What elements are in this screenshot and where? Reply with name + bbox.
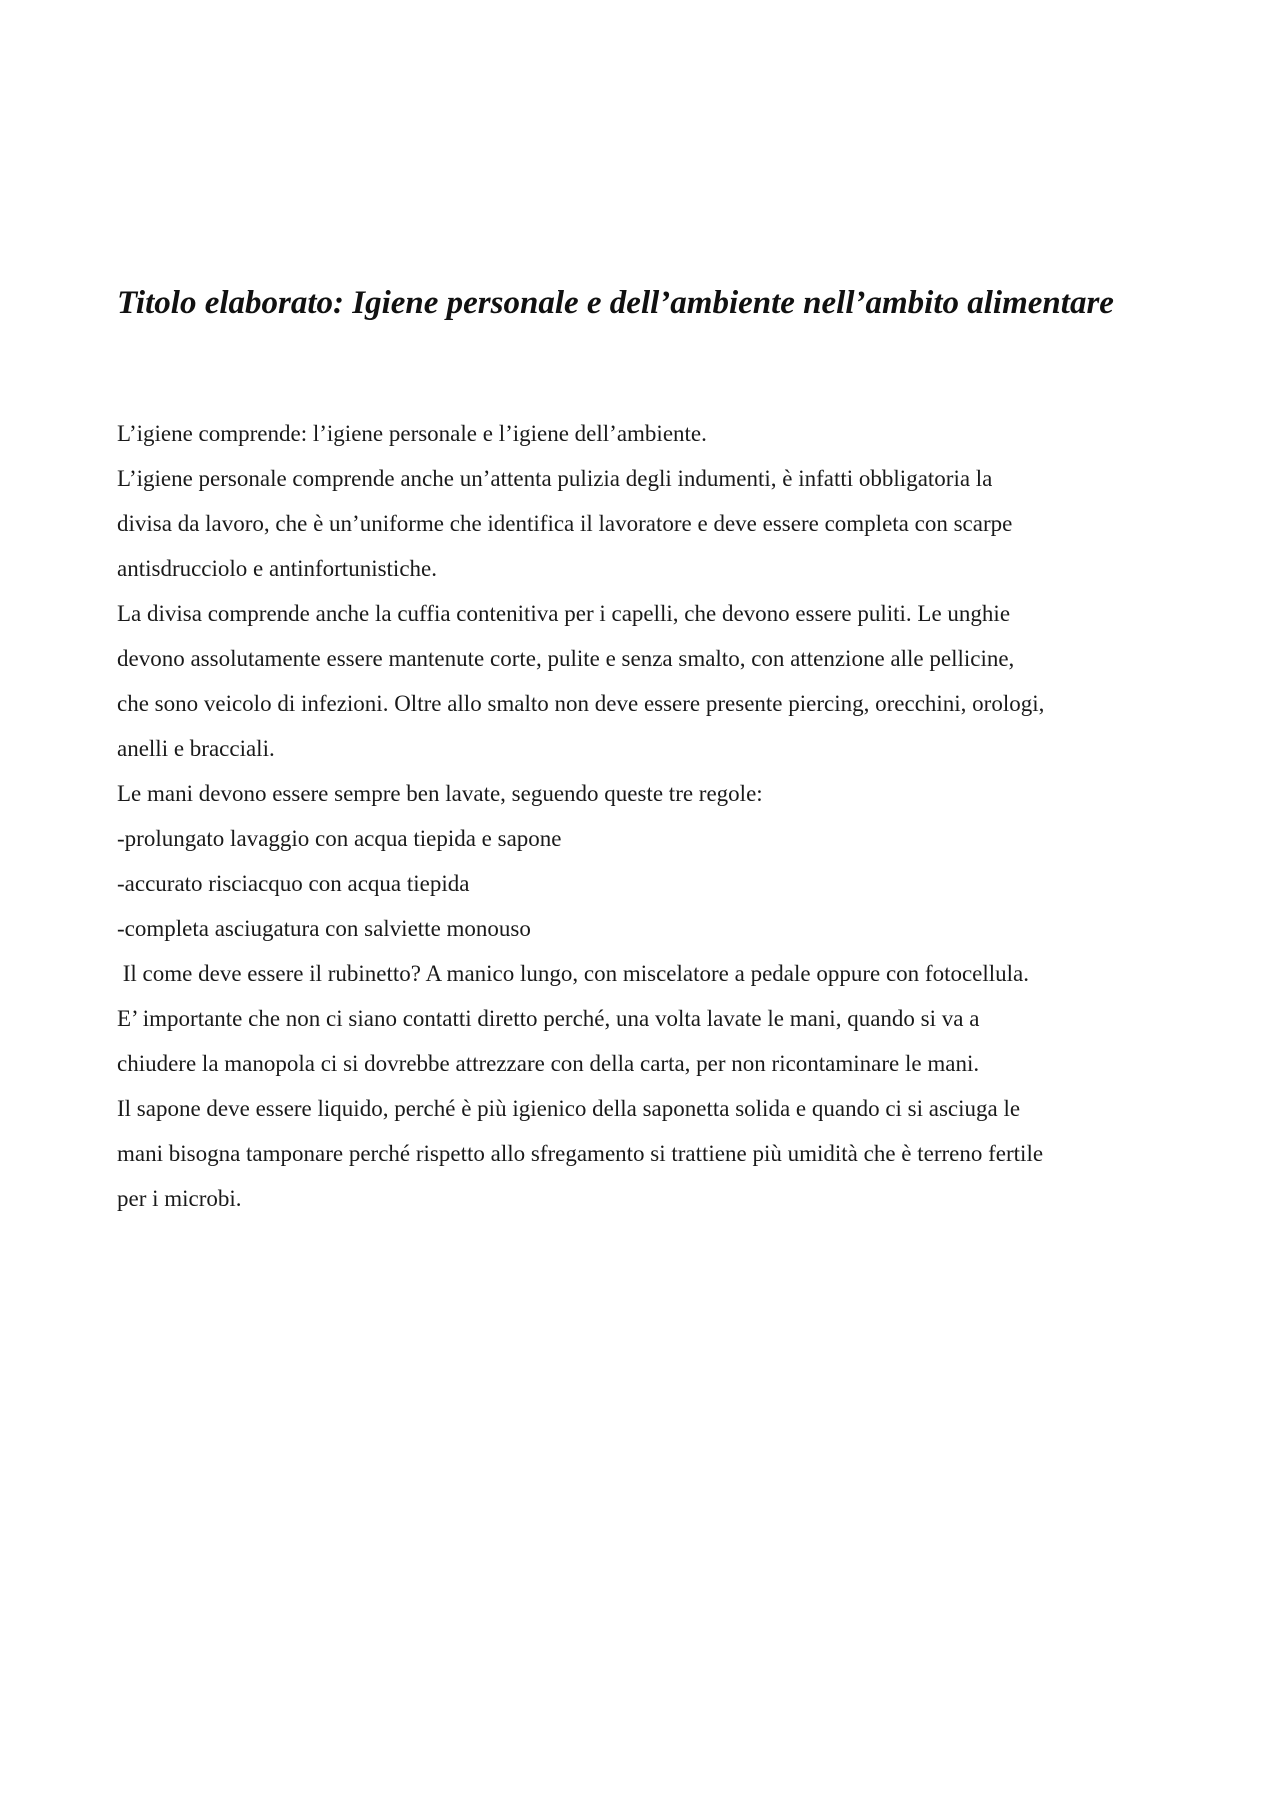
- list-item: -completa asciugatura con salviette monouso: [117, 916, 531, 941]
- body-line: L’igiene personale comprende anche un’attenta pulizia degli indumenti, è infatti obbligatoria la: [117, 466, 993, 491]
- body-line: L’igiene comprende: l’igiene personale e l’igiene dell’ambiente.: [117, 421, 707, 446]
- body-line: per i microbi.: [117, 1186, 242, 1211]
- body-line: mani bisogna tamponare perché rispetto allo sfregamento si trattiene più umidità che è terreno fertile: [117, 1141, 1044, 1166]
- body-line: antisdrucciolo e antinfortunistiche.: [117, 556, 437, 581]
- body-line: E’ importante che non ci siano contatti diretto perché, una volta lavate le mani, quando si va a: [117, 1006, 980, 1031]
- body-line: divisa da lavoro, che è un’uniforme che identifica il lavoratore e deve essere completa con scarpe: [117, 511, 1013, 536]
- body-line: Le mani devono essere sempre ben lavate, seguendo queste tre regole:: [117, 781, 763, 806]
- body-line: Il come deve essere il rubinetto? A manico lungo, con miscelatore a pedale oppure con fotocellula.: [117, 961, 1030, 986]
- body-line: La divisa comprende anche la cuffia contenitiva per i capelli, che devono essere puliti. Le unghie: [117, 601, 1011, 626]
- list-item: -prolungato lavaggio con acqua tiepida e sapone: [117, 826, 562, 851]
- document-title: Titolo elaborato: Igiene personale e dell’ambiente nell’ambito alimentare: [117, 285, 1114, 321]
- body-line: anelli e bracciali.: [117, 736, 275, 761]
- body-line: chiudere la manopola ci si dovrebbe attrezzare con della carta, per non ricontaminare le mani.: [117, 1051, 980, 1076]
- body-line: devono assolutamente essere mantenute corte, pulite e senza smalto, con attenzione alle pellicine,: [117, 646, 1015, 671]
- body-line: Il sapone deve essere liquido, perché è più igienico della saponetta solida e quando ci si asciuga le: [117, 1096, 1021, 1121]
- list-item: -accurato risciacquo con acqua tiepida: [117, 871, 470, 896]
- document-body: [117, 411, 1197, 1221]
- body-line: che sono veicolo di infezioni. Oltre allo smalto non deve essere presente piercing, orecchini, orologi,: [117, 691, 1045, 716]
